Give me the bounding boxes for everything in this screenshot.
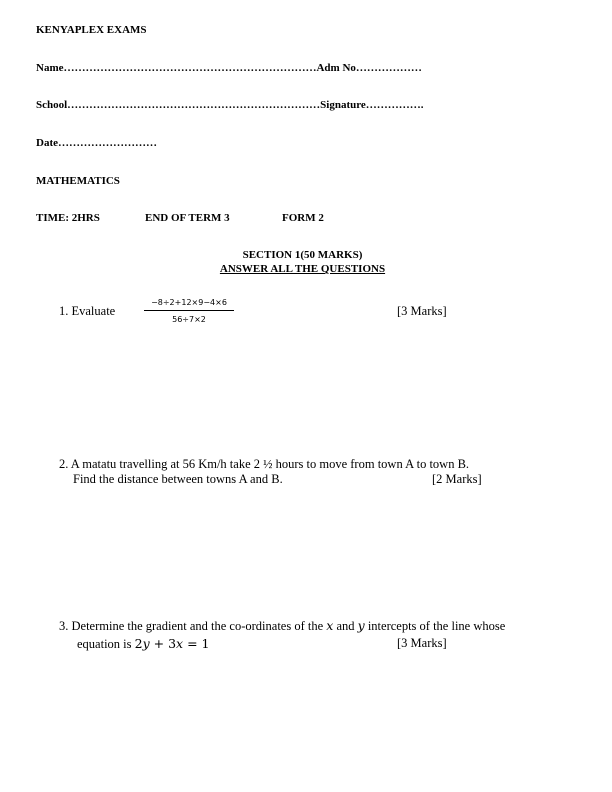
question-2-line2: Find the distance between towns A and B. xyxy=(73,472,283,486)
question-1-marks: [3 Marks] xyxy=(397,304,447,318)
question-3-prefix: equation is xyxy=(77,637,135,651)
eq-mid: + 3 xyxy=(149,636,177,651)
eq-coef-y: 2 xyxy=(134,636,143,651)
exam-term: END OF TERM 3 xyxy=(145,212,230,224)
question-3-text-b: intercepts of the line whose xyxy=(364,619,506,633)
var-x: x xyxy=(326,618,334,633)
subject-title: MATHEMATICS xyxy=(36,175,120,187)
exam-time: TIME: 2HRS xyxy=(36,212,100,224)
date-line: Date……………………… xyxy=(36,137,157,149)
exam-org-title: KENYAPLEX EXAMS xyxy=(36,24,147,36)
var-y: y xyxy=(357,618,365,633)
eq-rhs: = 1 xyxy=(183,636,210,651)
name-adm-line: Name……………………………………………………………Adm No……………… xyxy=(36,62,422,74)
question-2-marks: [2 Marks] xyxy=(432,472,482,486)
question-3-text-a: 3. Determine the gradient and the co-ordinates of the xyxy=(59,619,327,633)
eq-var-x: x xyxy=(176,636,184,651)
question-1-fraction xyxy=(144,298,234,324)
exam-form: FORM 2 xyxy=(282,212,324,224)
fraction-denominator: 56÷7×2 xyxy=(172,315,206,324)
question-3-line1 xyxy=(59,618,505,634)
question-1-label: 1. Evaluate xyxy=(59,304,116,318)
question-2-line1: 2. A matatu travelling at 56 Km/h take 2 ½ hours to move from town A to town B. xyxy=(59,457,470,471)
question-3-and: and xyxy=(333,619,358,633)
question-3-marks: [3 Marks] xyxy=(397,636,447,650)
section-instruction: ANSWER ALL THE QUESTIONS xyxy=(219,263,386,275)
question-3-line2 xyxy=(77,636,209,652)
fraction-numerator: −8÷2+12×9−4×6 xyxy=(144,298,234,311)
eq-var-y: y xyxy=(142,636,150,651)
section-title: SECTION 1(50 MARKS) xyxy=(242,249,363,261)
school-signature-line: School……………………………………………………………Signature……………. xyxy=(36,99,424,111)
